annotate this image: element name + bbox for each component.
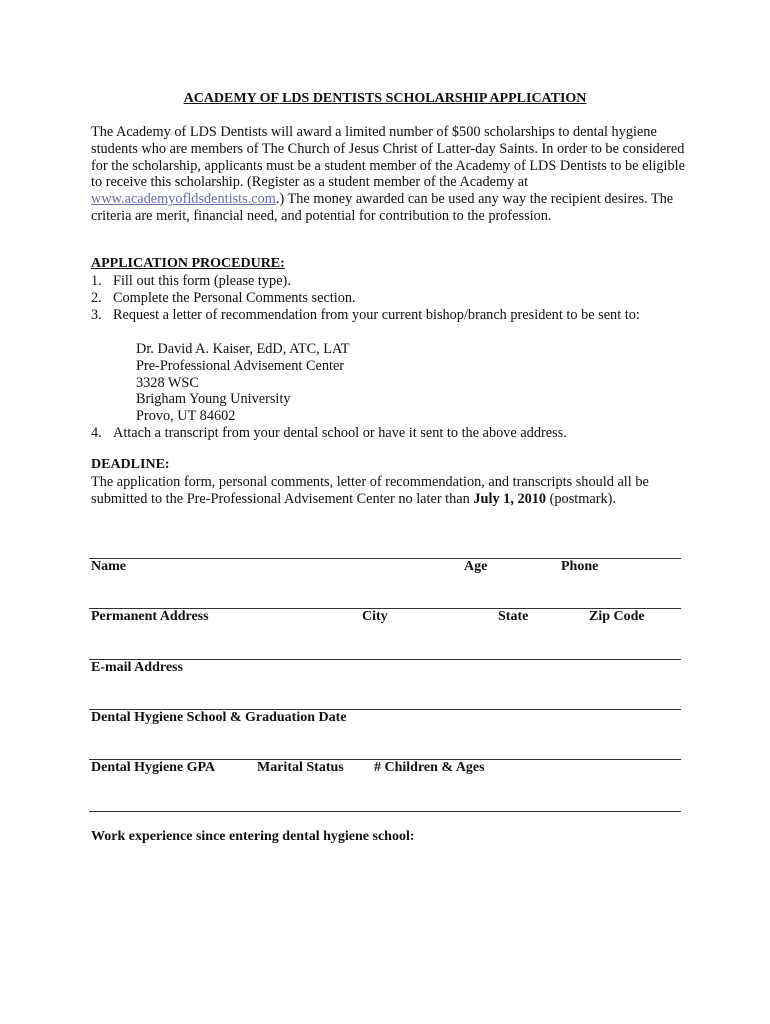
zip-code-label: Zip Code <box>589 609 645 624</box>
children-label: # Children & Ages <box>374 760 485 775</box>
step-text: Complete the Personal Comments section. <box>113 289 356 306</box>
step-text: Fill out this form (please type). <box>113 273 291 289</box>
address-line: 3328 WSC <box>136 374 199 391</box>
intro-text-end: .) The money awarded can be used any way the recipient desires. The criteria are merit, financial need, and potential for contribution to the profession. <box>91 191 674 224</box>
procedure-step <box>91 273 691 290</box>
address-line: Brigham Young University <box>136 391 291 408</box>
address-line: Dr. David A. Kaiser, EdD, ATC, LAT <box>136 341 350 357</box>
name-label: Name <box>91 559 126 574</box>
age-label: Age <box>464 559 488 574</box>
academy-website-link[interactable]: www.academyofldsdentists.com <box>91 191 276 208</box>
deadline-postmark: (postmark). <box>546 490 616 507</box>
procedure-heading: APPLICATION PROCEDURE: <box>91 256 285 271</box>
email-label: E-mail Address <box>91 660 183 675</box>
intro-paragraph <box>91 124 691 225</box>
deadline-date: July 1, 2010 <box>473 490 547 507</box>
step-number: 3. <box>91 306 102 323</box>
marital-status-label: Marital Status <box>257 760 344 775</box>
deadline-paragraph <box>91 474 691 508</box>
address-line: Pre-Professional Advisement Center <box>136 357 345 374</box>
field-line[interactable] <box>89 811 681 812</box>
city-label: City <box>362 609 388 624</box>
intro-text: The Academy of LDS Dentists will award a limited number of $500 scholarships to dental hygiene students who are members of The Church of Jesus Christ of Latter-day Saints. In order to be considered for the scholarship, applicants must be a student member of the Academy of LDS Dentists to be eligible to receive this scholarship. (Register as a student member of the Academy at <box>91 124 685 191</box>
address-line: Provo, UT 84602 <box>136 408 236 425</box>
procedure-step <box>91 425 567 442</box>
deadline-heading: DEADLINE: <box>91 457 170 472</box>
step-text: Request a letter of recommendation from your current bishop/branch president to be sent to: <box>113 306 640 323</box>
mailing-address <box>136 341 349 425</box>
phone-label: Phone <box>561 559 599 574</box>
deadline-text: The application form, personal comments, letter of recommendation, and transcripts should all be submitted to the Pre-Professional Advisement Center no later than <box>91 474 649 507</box>
work-experience-label: Work experience since entering dental hygiene school: <box>91 829 415 844</box>
procedure-steps <box>91 273 691 323</box>
state-label: State <box>498 609 529 624</box>
procedure-step <box>91 307 691 324</box>
gpa-label: Dental Hygiene GPA <box>91 760 216 775</box>
step-number: 2. <box>91 289 102 306</box>
step-number: 1. <box>91 273 102 289</box>
procedure-step <box>91 290 691 307</box>
school-label: Dental Hygiene School & Graduation Date <box>91 710 347 725</box>
step-text: Attach a transcript from your dental school or have it sent to the above address. <box>113 425 567 441</box>
page-title: ACADEMY OF LDS DENTISTS SCHOLARSHIP APPLICATION <box>183 91 587 106</box>
permanent-address-label: Permanent Address <box>91 609 209 624</box>
step-number: 4. <box>91 425 102 441</box>
